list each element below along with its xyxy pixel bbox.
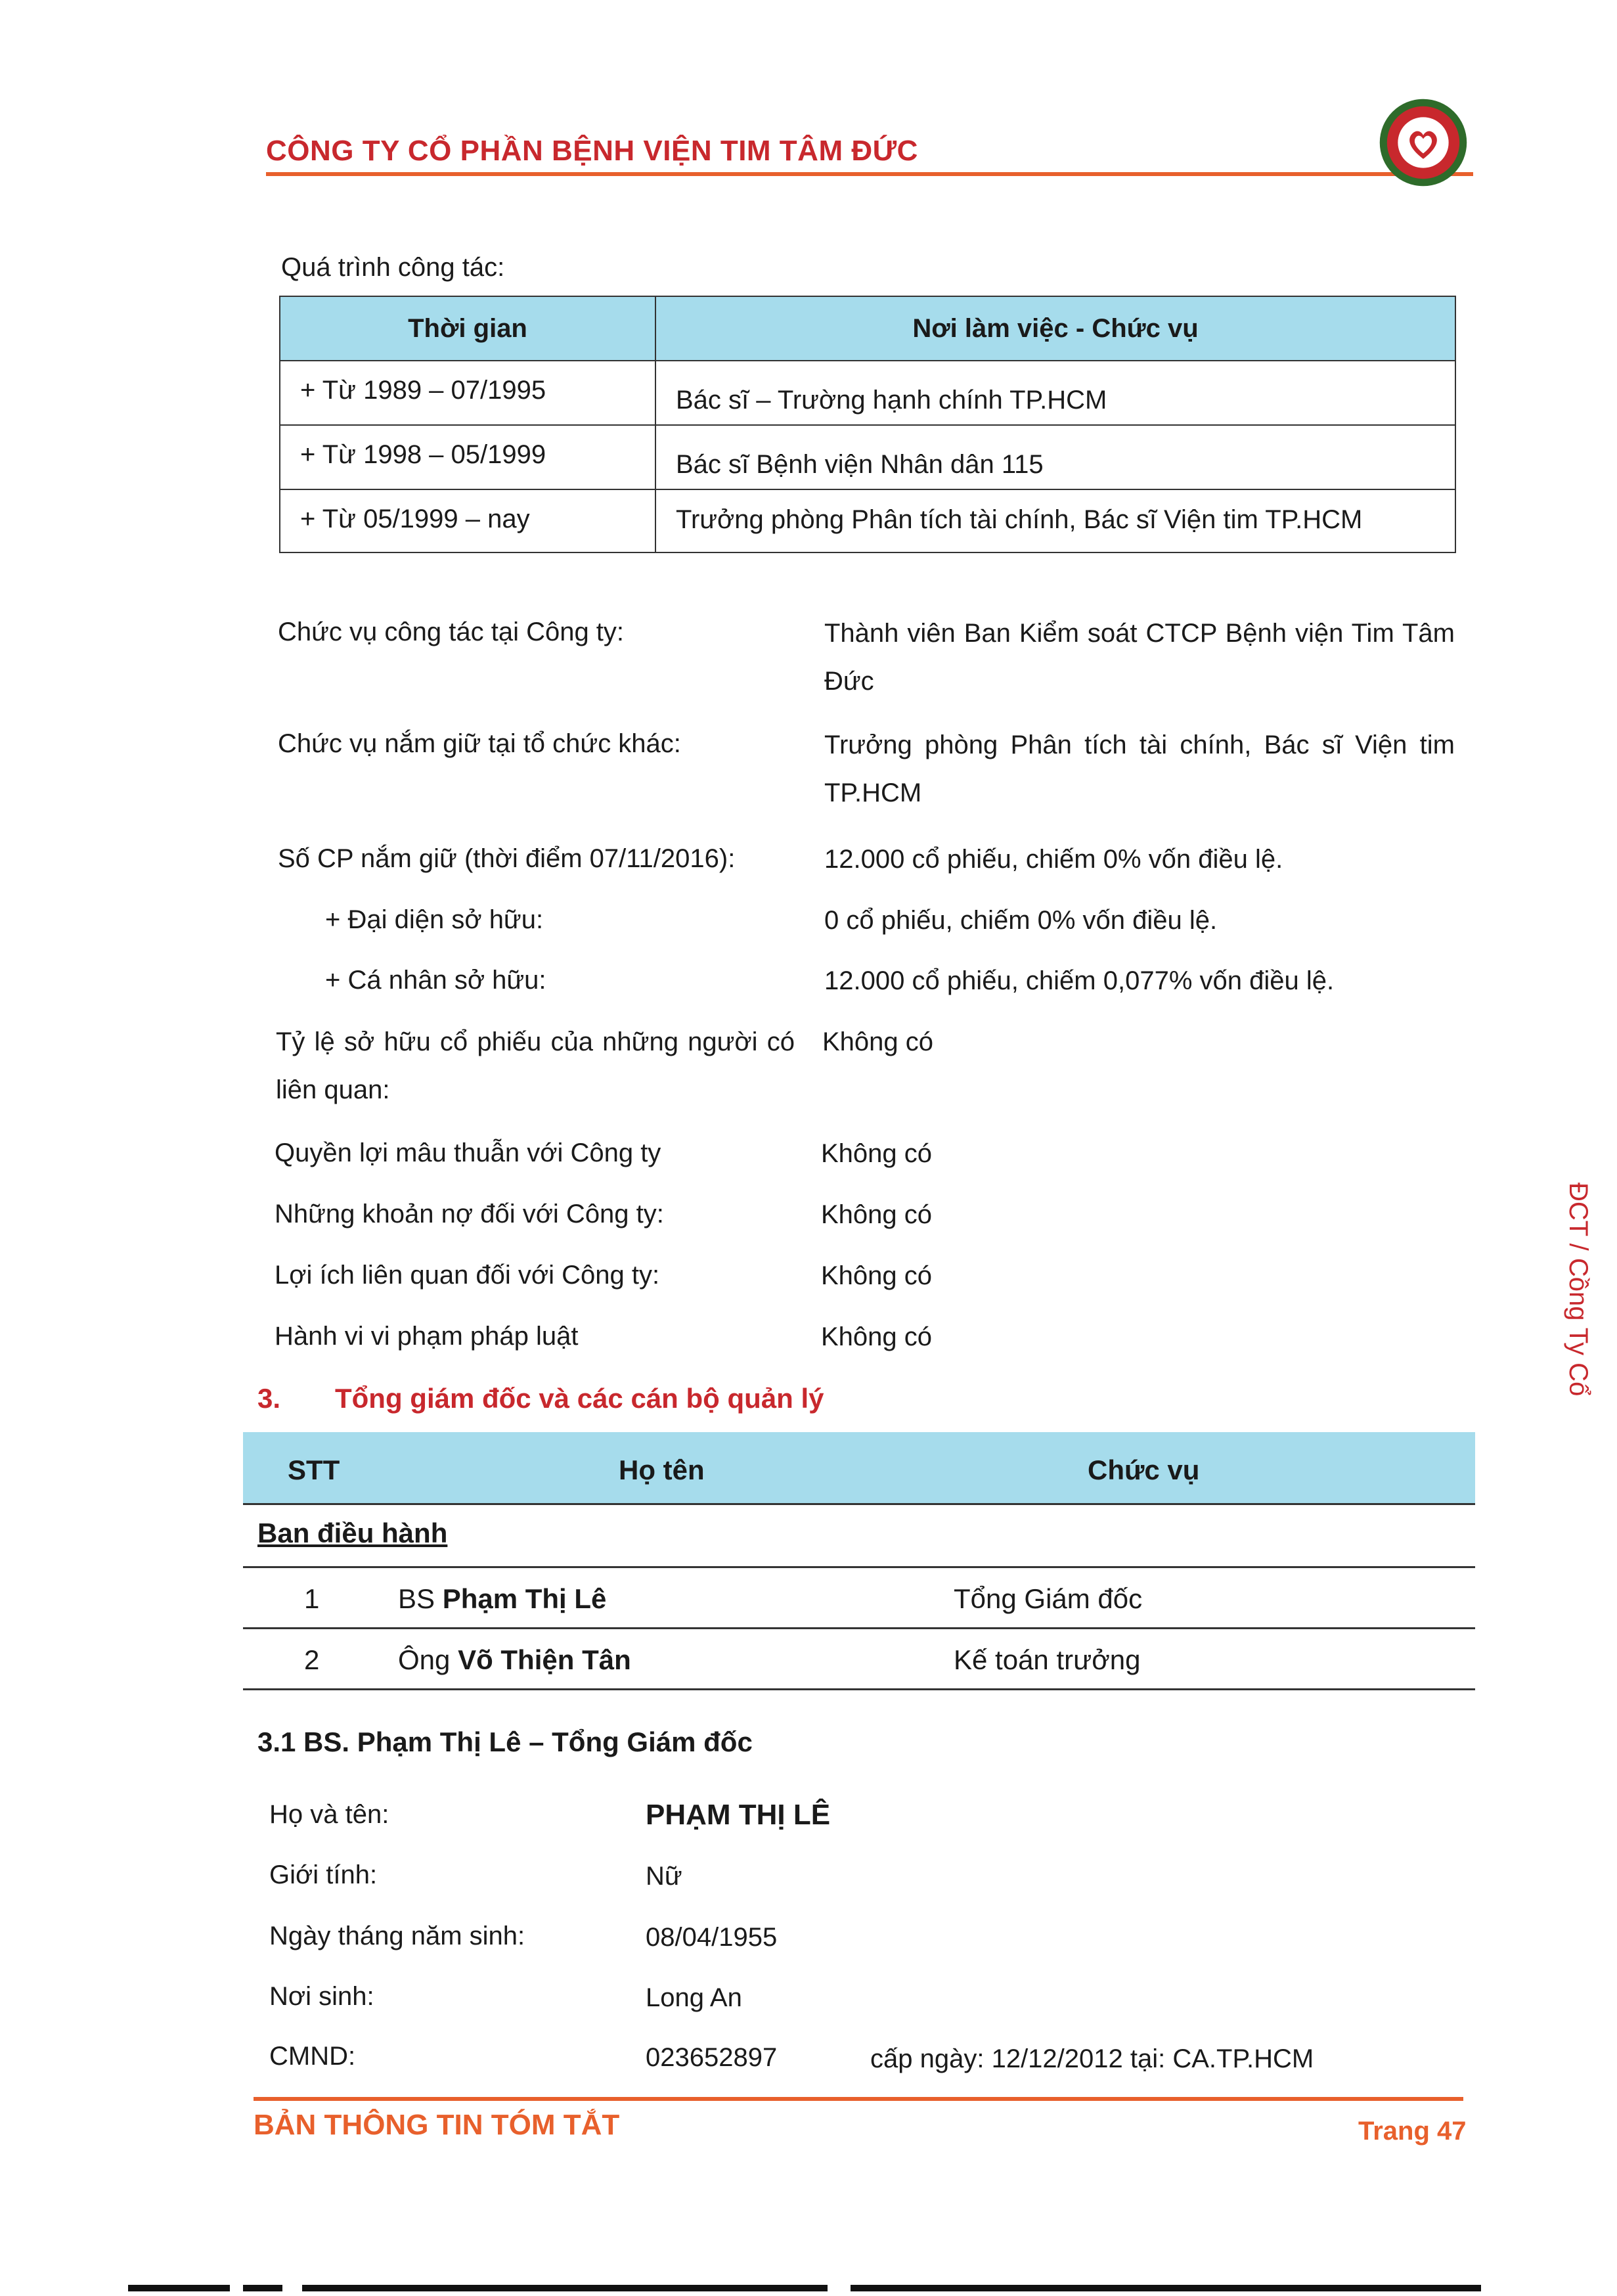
person-name: Võ Thiện Tân [458,1644,631,1675]
name-prefix: BS [398,1583,443,1614]
personal-owner-label: + Cá nhân sở hữu: [325,966,546,995]
time-cell: + Từ 1989 – 07/1995 [280,361,655,425]
heart-logo-icon [1378,97,1469,188]
birthplace-value: Long An [646,1983,742,2012]
position-value: Thành viên Ban Kiểm soát CTCP Bệnh viện Tim Tâm Đức [824,619,1455,696]
row-1-role: Tổng Giám đốc [954,1583,1143,1614]
col-time: Thời gian [280,296,655,361]
profile-heading: 3.1 BS. Phạm Thị Lê – Tổng Giám đốc [257,1726,753,1757]
row-divider [243,1627,1475,1629]
company-name: CÔNG TY CỔ PHẦN BỆNH VIỆN TIM TÂM ĐỨC [266,135,918,167]
gender-value: Nữ [646,1862,682,1891]
col-role: Chức vụ [1088,1454,1200,1485]
footer-title: BẢN THÔNG TIN TÓM TẮT [254,2109,620,2141]
scan-bar [243,2285,282,2291]
other-position-value: Trưởng phòng Phân tích tài chính, Bác sĩ Viện tim TP.HCM [824,731,1455,807]
work-history-label: Quá trình công tác: [281,253,505,282]
conflict-value: Không có [821,1139,933,1168]
shares-value: 12.000 cổ phiếu, chiếm 0% vốn điều lệ. [824,845,1283,874]
id-label: CMND: [269,2042,356,2071]
position-label: Chức vụ công tác tại Công ty: [278,618,625,646]
header-divider [266,172,1473,176]
rep-owner-label: + Đại diện sở hữu: [325,905,544,934]
debt-value: Không có [821,1200,933,1229]
table-row [280,489,1455,552]
violation-value: Không có [821,1322,933,1351]
footer-divider [254,2097,1463,2101]
violation-label: Hành vi vi phạm pháp luật [275,1322,579,1351]
page-number: Trang 47 [1358,2117,1467,2146]
work-history-table [279,296,1456,553]
board-group-label: Ban điều hành [257,1518,448,1548]
row-divider [243,1688,1475,1690]
margin-stamp: ĐCT / Cồng Ty Cổ [1564,1182,1593,1397]
col-place: Nơi làm việc - Chức vụ [655,296,1455,361]
fullname-value: PHẠM THỊ LÊ [646,1799,831,1831]
debt-label: Những khoản nợ đối với Công ty: [275,1200,664,1228]
other-position-label: Chức vụ nắm giữ tại tổ chức khác: [278,729,681,758]
time-cell: + Từ 1998 – 05/1999 [280,425,655,489]
row-2-name [398,1644,631,1676]
section-3-heading [257,1383,824,1414]
benefit-value: Không có [821,1261,933,1290]
related-value: Không có [822,1027,934,1056]
gender-label: Giới tính: [269,1860,378,1889]
table-row [280,425,1455,489]
row-2-stt: 2 [304,1644,320,1675]
col-name: Họ tên [619,1454,705,1485]
place-cell: Bác sĩ Bệnh viện Nhân dân 115 [655,425,1455,489]
place-cell: Trưởng phòng Phân tích tài chính, Bác sĩ Viện tim TP.HCM [655,489,1455,552]
section-number: 3. [257,1383,281,1414]
place-cell: Bác sĩ – Trường hạnh chính TP.HCM [655,361,1455,425]
fullname-label: Họ và tên: [269,1800,389,1829]
name-prefix: Ông [398,1644,458,1675]
rep-owner-value: 0 cổ phiếu, chiếm 0% vốn điều lệ. [824,906,1218,935]
person-name: Phạm Thị Lê [442,1583,607,1614]
table-row [280,361,1455,425]
managers-table-header [243,1432,1475,1505]
conflict-label: Quyền lợi mâu thuẫn với Công ty [275,1138,661,1167]
shares-label: Số CP nắm giữ (thời điểm 07/11/2016): [278,844,736,873]
birthdate-value: 08/04/1955 [646,1923,778,1952]
scan-bar [302,2285,828,2291]
related-label: Tỷ lệ sở hữu cổ phiếu của những người có liên quan: [276,1027,795,1104]
id-value: 023652897 [646,2043,778,2072]
row-1-stt: 1 [304,1583,320,1614]
time-cell: + Từ 05/1999 – nay [280,489,655,552]
row-2-role: Kế toán trưởng [954,1644,1141,1675]
row-divider [243,1566,1475,1568]
id-issue: cấp ngày: 12/12/2012 tại: CA.TP.HCM [870,2044,1314,2073]
benefit-label: Lợi ích liên quan đối với Công ty: [275,1261,660,1290]
col-stt: STT [288,1454,340,1485]
scan-bar [128,2285,230,2291]
personal-owner-value: 12.000 cổ phiếu, chiếm 0,077% vốn điều lệ. [824,966,1335,995]
scan-bar [851,2285,1481,2291]
row-1-name [398,1583,606,1615]
birthplace-label: Nơi sinh: [269,1982,374,2011]
birthdate-label: Ngày tháng năm sinh: [269,1922,525,1950]
section-title: Tổng giám đốc và các cán bộ quản lý [335,1383,824,1414]
